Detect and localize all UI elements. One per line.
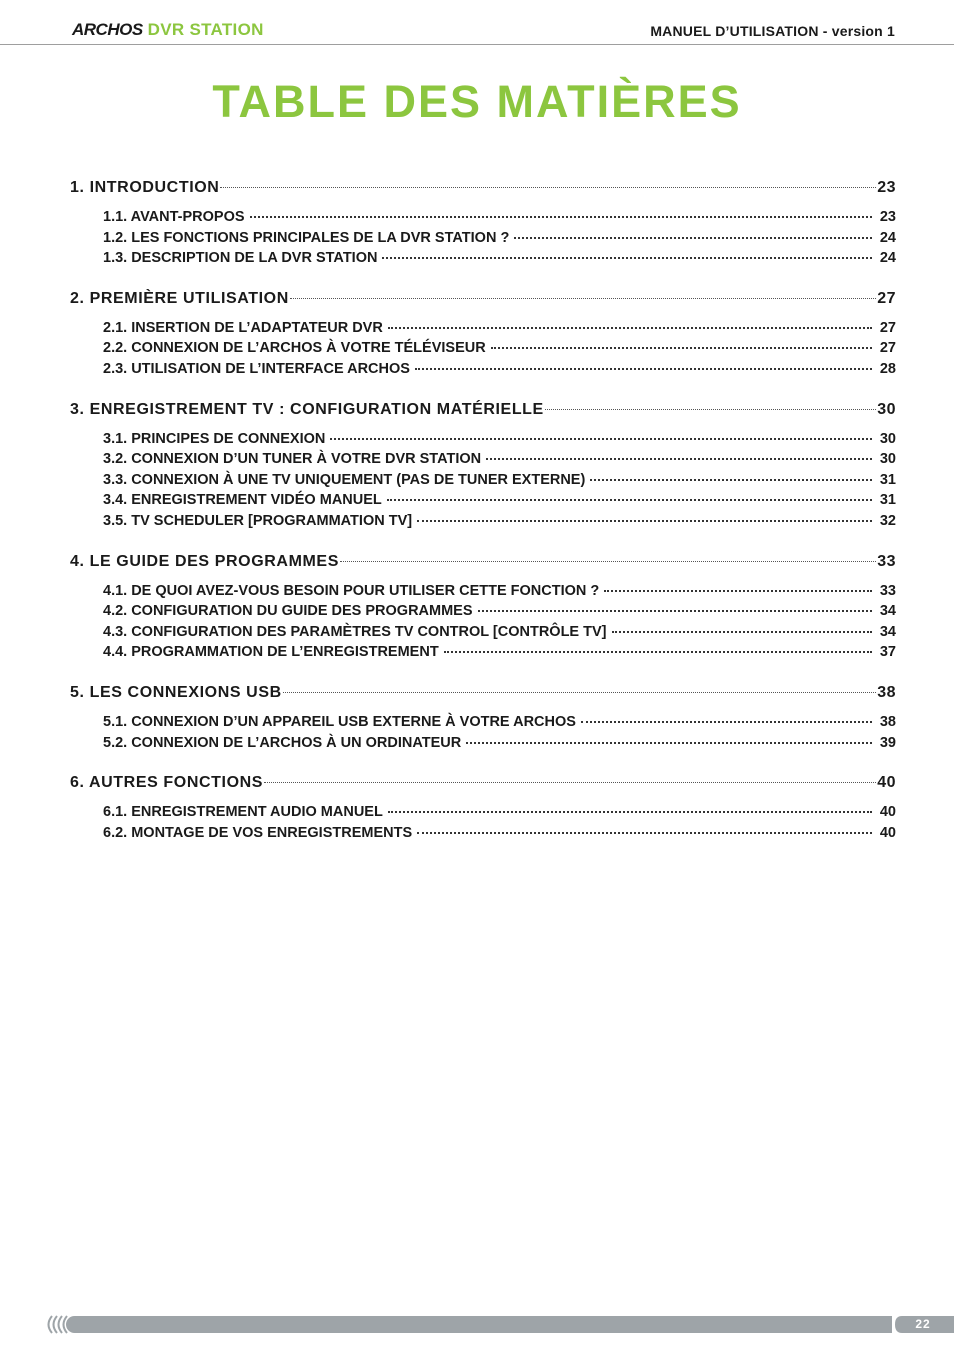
toc-section-entry[interactable] xyxy=(103,318,896,339)
toc-chapter-page: 30 xyxy=(877,400,896,418)
toc-section-entry[interactable] xyxy=(103,823,896,844)
toc-leader-dots xyxy=(491,347,872,349)
toc-chapter-title: 3. ENREGISTREMENT TV : CONFIGURATION MATÉRIELLE xyxy=(70,400,544,418)
toc-section-entry[interactable] xyxy=(103,802,896,823)
toc-leader-dots xyxy=(612,631,873,633)
toc-chapter-title: 6. AUTRES FONCTIONS xyxy=(70,774,264,792)
toc-section-page: 23 xyxy=(879,209,896,225)
toc-section-title: 3.4. ENREGISTREMENT VIDÉO MANUEL xyxy=(103,492,382,509)
toc-section-title: 2.2. CONNEXION DE L’ARCHOS À VOTRE TÉLÉVISEUR xyxy=(103,340,486,357)
toc-section-entry[interactable] xyxy=(103,642,896,663)
toc-section-title: 3.5. TV SCHEDULER [PROGRAMMATION TV] xyxy=(103,512,413,529)
toc-section-title: 4.1. DE QUOI AVEZ-VOUS BESOIN POUR UTILISER CETTE FONCTION ? xyxy=(103,582,600,599)
toc-chapter-page: 38 xyxy=(877,683,896,701)
toc-section-page: 24 xyxy=(879,229,896,246)
toc-leader-dots xyxy=(387,499,872,501)
toc-section-entry[interactable] xyxy=(103,733,896,754)
footer-bar xyxy=(66,1316,892,1333)
toc-section-title: 5.1. CONNEXION D’UN APPAREIL USB EXTERNE À VOTRE ARCHOS xyxy=(103,713,576,730)
toc-section-entry[interactable] xyxy=(103,248,896,269)
toc-section-page: 30 xyxy=(879,451,896,468)
toc-section-page: 27 xyxy=(879,319,896,336)
toc-chapter-title: 2. PREMIÈRE UTILISATION xyxy=(70,289,289,307)
toc-section-entry[interactable] xyxy=(103,511,896,532)
toc-chapter-page: 33 xyxy=(877,552,896,570)
toc-leader-dots xyxy=(290,298,876,299)
page-number: 22 xyxy=(915,1317,931,1331)
toc-leader-dots xyxy=(330,438,872,440)
toc-leader-dots xyxy=(415,368,872,370)
toc-chapter-page: 23 xyxy=(877,179,896,196)
toc-section-page: 34 xyxy=(879,623,896,640)
table-of-contents xyxy=(70,175,896,860)
toc-chapter-entry[interactable] xyxy=(70,175,896,201)
toc-chapter xyxy=(70,175,896,269)
toc-section-title: 2.3. UTILISATION DE L’INTERFACE ARCHOS xyxy=(103,360,410,377)
toc-leader-dots xyxy=(514,237,872,239)
toc-leader-dots xyxy=(417,832,872,834)
toc-leader-dots xyxy=(466,742,872,744)
toc-leader-dots xyxy=(264,782,876,783)
toc-chapter-page: 27 xyxy=(877,289,896,307)
toc-section-entry[interactable] xyxy=(103,490,896,511)
toc-section-list xyxy=(103,318,896,380)
toc-leader-dots xyxy=(604,590,872,592)
toc-section-title: 5.2. CONNEXION DE L’ARCHOS À UN ORDINATEUR xyxy=(103,734,462,751)
toc-section-entry[interactable] xyxy=(103,207,896,228)
toc-section-entry[interactable] xyxy=(103,601,896,622)
toc-leader-dots xyxy=(340,561,876,562)
toc-section-title: 3.1. PRINCIPES DE CONNEXION xyxy=(103,430,326,447)
toc-leader-dots xyxy=(283,692,876,693)
toc-chapter-title: 1. INTRODUCTION xyxy=(70,179,220,196)
toc-leader-dots xyxy=(417,520,872,522)
toc-chapter-entry[interactable] xyxy=(70,770,896,796)
toc-chapter xyxy=(70,397,896,532)
toc-chapter-entry[interactable] xyxy=(70,397,896,423)
toc-leader-dots xyxy=(478,610,872,612)
toc-section-title: 3.2. CONNEXION D’UN TUNER À VOTRE DVR STATION xyxy=(103,451,482,468)
toc-leader-dots xyxy=(590,479,872,481)
toc-chapter xyxy=(70,680,896,753)
toc-chapter xyxy=(70,770,896,843)
toc-section-page: 31 xyxy=(879,492,896,509)
toc-section-title: 4.4. PROGRAMMATION DE L’ENREGISTREMENT xyxy=(103,644,439,661)
toc-section-title: 1.3. DESCRIPTION DE LA DVR STATION xyxy=(103,250,378,267)
manual-version: MANUEL D’UTILISATION - version 1 xyxy=(650,23,895,39)
toc-chapter-entry[interactable] xyxy=(70,549,896,575)
toc-chapter xyxy=(70,549,896,663)
toc-leader-dots xyxy=(581,721,872,723)
toc-section-title: 6.1. ENREGISTREMENT AUDIO MANUEL xyxy=(103,804,383,821)
toc-chapter-entry[interactable] xyxy=(70,286,896,312)
toc-section-title: 3.3. CONNEXION À UNE TV UNIQUEMENT (PAS DE TUNER EXTERNE) xyxy=(103,471,586,488)
toc-section-page: 39 xyxy=(879,734,896,751)
toc-section-title: 2.1. INSERTION DE L’ADAPTATEUR DVR xyxy=(103,319,383,336)
toc-section-page: 38 xyxy=(879,713,896,730)
toc-section-title: 4.2. CONFIGURATION DU GUIDE DES PROGRAMMES xyxy=(103,603,473,620)
toc-section-entry[interactable] xyxy=(103,622,896,643)
toc-chapter-title: 5. LES CONNEXIONS USB xyxy=(70,683,282,701)
toc-leader-dots xyxy=(545,409,876,410)
page-title: TABLE DES MATIÈRES xyxy=(212,76,742,127)
toc-leader-dots xyxy=(388,811,872,813)
toc-section-page: 34 xyxy=(879,603,896,620)
brand-name: ARCHOS xyxy=(72,20,143,39)
toc-section-entry[interactable] xyxy=(103,359,896,380)
toc-section-entry[interactable] xyxy=(103,581,896,602)
toc-section-page: 30 xyxy=(879,430,896,447)
toc-section-list xyxy=(103,581,896,663)
toc-section-page: 31 xyxy=(879,471,896,488)
toc-section-page: 27 xyxy=(879,340,896,357)
toc-leader-dots xyxy=(388,327,872,329)
toc-section-page: 28 xyxy=(879,360,896,377)
toc-section-entry[interactable] xyxy=(103,338,896,359)
toc-section-list xyxy=(103,712,896,753)
toc-section-entry[interactable] xyxy=(103,470,896,491)
toc-section-title: 1.1. AVANT-PROPOS xyxy=(103,209,245,225)
toc-section-entry[interactable] xyxy=(103,228,896,249)
toc-section-page: 40 xyxy=(879,804,896,821)
toc-section-title: 4.3. CONFIGURATION DES PARAMÈTRES TV CONTROL [CONTRÔLE TV] xyxy=(103,623,607,640)
toc-section-page: 37 xyxy=(879,644,896,661)
toc-section-page: 40 xyxy=(879,824,896,841)
toc-section-list xyxy=(103,802,896,843)
brand-logo xyxy=(72,20,264,40)
toc-section-list xyxy=(103,207,896,269)
toc-section-list xyxy=(103,429,896,532)
toc-section-entry[interactable] xyxy=(103,449,896,470)
toc-section-page: 24 xyxy=(879,250,896,267)
toc-section-entry[interactable] xyxy=(103,429,896,450)
toc-leader-dots xyxy=(382,257,872,259)
toc-leader-dots xyxy=(486,458,872,460)
product-name: DVR STATION xyxy=(147,20,264,39)
toc-leader-dots xyxy=(220,187,876,188)
toc-section-title: 6.2. MONTAGE DE VOS ENREGISTREMENTS xyxy=(103,824,413,841)
toc-chapter-page: 40 xyxy=(877,774,896,792)
toc-chapter-title: 4. LE GUIDE DES PROGRAMMES xyxy=(70,552,339,570)
toc-leader-dots xyxy=(444,651,872,653)
toc-section-page: 33 xyxy=(879,582,896,599)
toc-section-title: 1.2. LES FONCTIONS PRINCIPALES DE LA DVR STATION ? xyxy=(103,229,510,246)
toc-section-page: 32 xyxy=(879,512,896,529)
toc-section-entry[interactable] xyxy=(103,712,896,733)
toc-leader-dots xyxy=(250,216,872,218)
toc-chapter-entry[interactable] xyxy=(70,680,896,706)
page-header xyxy=(0,0,954,45)
toc-chapter xyxy=(70,286,896,380)
